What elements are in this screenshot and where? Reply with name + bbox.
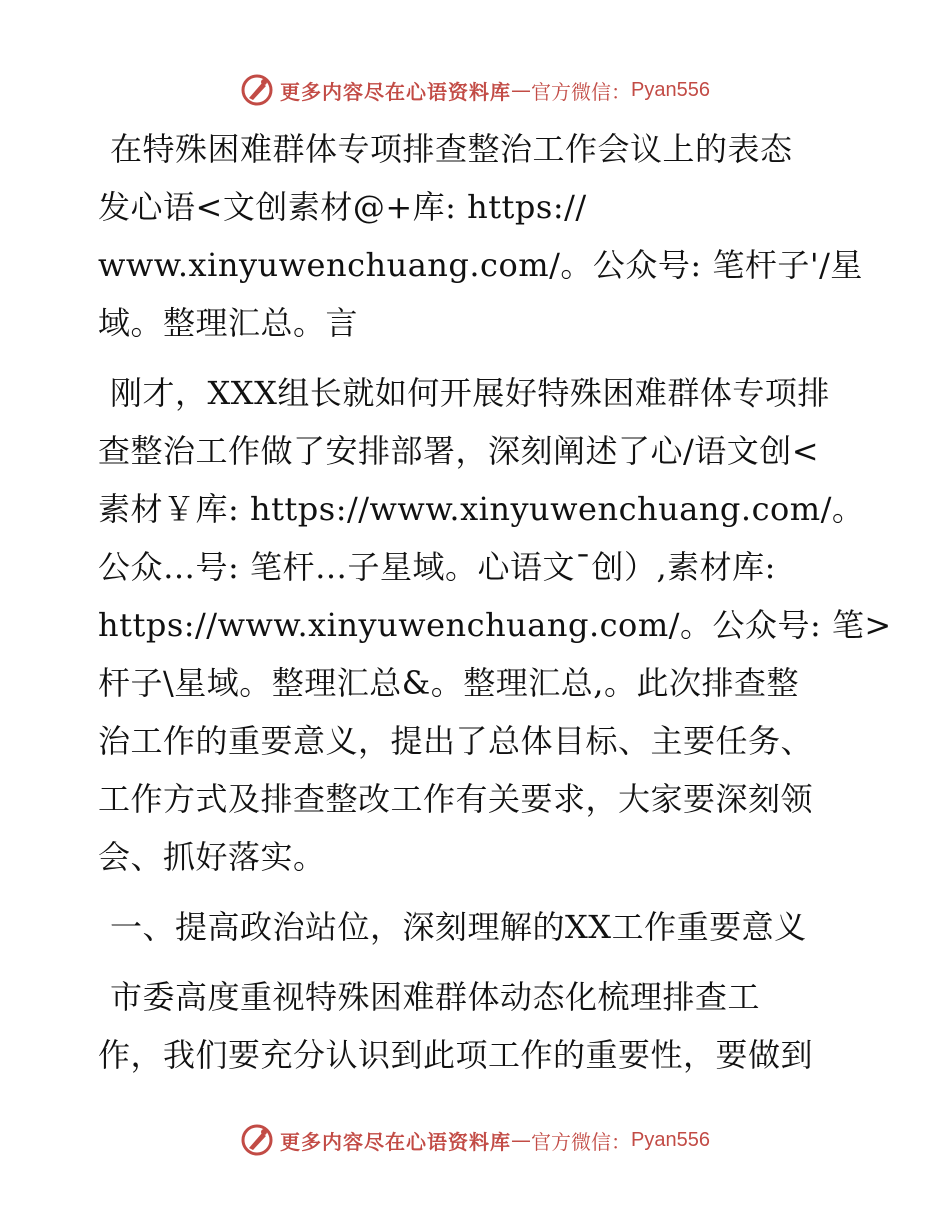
paragraph-intro [98, 364, 892, 886]
text-line: 治工作的重要意义，提出了总体目标、主要任务、 [98, 722, 814, 760]
text-line: 域。整理汇总。言 [98, 304, 359, 342]
pen-logo-icon [240, 73, 274, 107]
text-line: 工作方式及排查整改工作有关要求，大家要深刻领 [98, 780, 814, 818]
footer-separator: — [511, 1128, 532, 1152]
header-site-name: 更多内容尽在心语资料库 [280, 79, 512, 104]
pen-logo-icon [240, 1123, 274, 1157]
text-line: 刚才，XXX组长就如何开展好特殊困难群体专项排 [110, 374, 830, 412]
text-line: 作，我们要充分认识到此项工作的重要性，要做到 [98, 1036, 814, 1074]
text-line: 查整治工作做了安排部署，深刻阐述了心/语文创< [98, 432, 820, 470]
footer-wechat-id: Pyan556 [631, 1128, 710, 1151]
section-heading [98, 898, 850, 956]
text-line: https://www.xinyuwenchuang.com/。公众号: 笔> [98, 606, 892, 644]
text-line: www.xinyuwenchuang.com/。公众号: 笔杆子'/星 [98, 246, 863, 284]
text-line: 在特殊困难群体专项排查整治工作会议上的表态 [110, 130, 793, 168]
document-body [98, 120, 892, 1084]
text-line: 杆子\星域。整理汇总&。整理汇总,。此次排查整 [98, 664, 799, 702]
footer-wechat-label: 官方微信： [531, 1129, 632, 1154]
heading-line: 一、提高政治站位，深刻理解的XX工作重要意义 [110, 908, 807, 946]
footer-site-name: 更多内容尽在心语资料库 [280, 1129, 512, 1154]
header-wechat-id: Pyan556 [631, 78, 710, 101]
paragraph-title [98, 120, 863, 352]
header-banner [0, 70, 950, 110]
header-wechat-label: 官方微信： [531, 79, 632, 104]
text-line: 会、抓好落实。 [98, 838, 326, 876]
text-line: 素材￥库: https://www.xinyuwenchuang.com/。 [98, 490, 865, 528]
footer-banner [0, 1120, 950, 1160]
paragraph-body [98, 968, 850, 1084]
text-line: 公众…号: 笔杆…子星域。心语文¯创）,素材库: [98, 548, 776, 586]
header-separator: — [511, 78, 532, 102]
text-line: 发心语<文创素材@+库: https:// [98, 188, 587, 226]
text-line: 市委高度重视特殊困难群体动态化梳理排查工 [110, 978, 761, 1016]
